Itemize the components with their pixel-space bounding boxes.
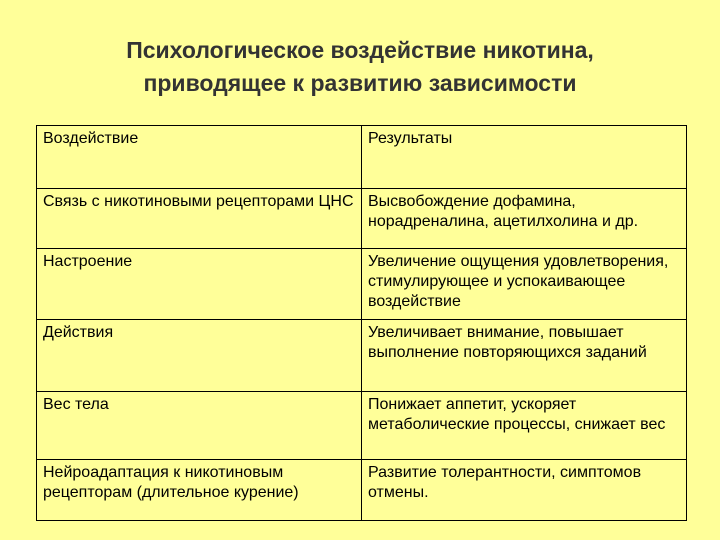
table-header-row <box>37 126 687 189</box>
header-results: Результаты <box>362 126 687 189</box>
table-row <box>37 320 687 392</box>
table-row <box>37 392 687 460</box>
title-line-1: Психологическое воздействие никотина, <box>126 37 594 63</box>
table-row <box>37 249 687 320</box>
row-effect-cell: Связь с никотиновыми рецепторами ЦНС <box>37 189 362 249</box>
row-result-cell: Увеличивает внимание, повышает выполнение повторяющихся заданий <box>362 320 687 392</box>
header-effect: Воздействие <box>37 126 362 189</box>
row-result-cell: Высвобождение дофамина, норадреналина, ацетилхолина и др. <box>362 189 687 249</box>
row-effect-cell: Нейроадаптация к никотиновым рецепторам (длительное курение) <box>37 460 362 521</box>
row-result-cell: Увеличение ощущения удовлетворения, стимулирующее и успокаивающее воздействие <box>362 249 687 320</box>
row-effect-cell: Вес тела <box>37 392 362 460</box>
table-row <box>37 189 687 249</box>
row-effect-cell: Настроение <box>37 249 362 320</box>
row-result-cell: Развитие толерантности, симптомов отмены. <box>362 460 687 521</box>
row-effect-cell: Действия <box>37 320 362 392</box>
effects-table <box>36 125 687 521</box>
slide-title <box>0 34 720 100</box>
title-line-2: приводящее к развитию зависимости <box>143 70 577 96</box>
row-result-cell: Понижает аппетит, ускоряет метаболические процессы, снижает вес <box>362 392 687 460</box>
table-row <box>37 460 687 521</box>
